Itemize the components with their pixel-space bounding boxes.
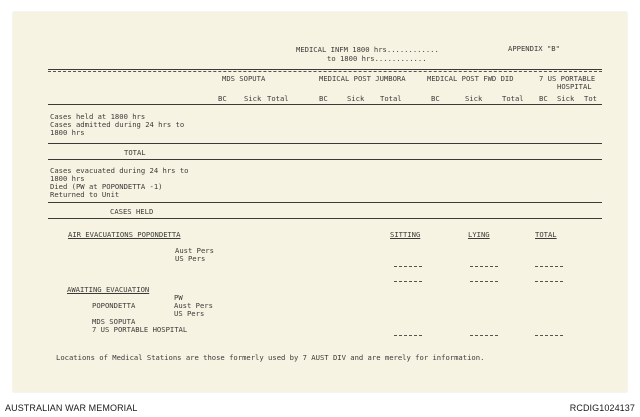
awaiting-mds-soputa: MDS SOPUTA [92,317,136,326]
awaiting-popondetta: POPONDETTA [92,301,136,310]
col-total-3: Total [502,94,524,103]
air-evac-aust: Aust Pers [175,246,214,255]
blank-lying-2 [470,281,498,282]
awaiting-title: AWAITING EVACUATION [67,285,150,294]
footer-left: AUSTRALIAN WAR MEMORIAL [5,403,138,413]
row-evacuated-line-1: Cases evacuated during 24 hrs to [50,166,189,175]
row-returned: Returned to Unit [50,190,120,199]
unit-medical-post-jumbora: MEDICAL POST JUMBORA [319,74,406,83]
row-admitted-line-2: 1800 hrs [50,128,85,137]
air-evac-us: US Pers [175,254,206,263]
blank-sitting-3 [394,335,422,336]
blank-sitting-2 [394,281,422,282]
air-evac-title: AIR EVACUATIONS POPONDETTA [68,230,181,239]
footer-right: RCDIG1024137 [569,403,635,413]
rule-before-cases-held [48,202,602,203]
awaiting-us-hospital: 7 US PORTABLE HOSPITAL [92,325,188,334]
row-admitted-line-1: Cases admitted during 24 hrs to [50,120,185,129]
row-total: TOTAL [124,148,146,157]
blank-lying-3 [470,335,498,336]
awaiting-aust: Aust Pers [174,301,213,310]
col-total-1: Total [267,94,289,103]
row-cases-held-1800: Cases held at 1800 hrs [50,112,146,121]
header-bottom-rule [48,104,602,105]
unit-us-hospital-line-2: HOSPITAL [557,82,592,91]
col-sick-1: Sick [244,94,262,103]
header-line-2: to 1800 hrs............ [327,54,427,63]
unit-mds-soputa: MDS SOPUTA [222,74,266,83]
col-sick-2: Sick [347,94,365,103]
blank-total-2 [535,281,563,282]
air-evac-lying: LYING [468,230,490,239]
unit-medical-post-fwd-did: MEDICAL POST FWD DID [427,74,514,83]
row-evacuated-line-2: 1800 hrs [50,174,85,183]
blank-lying-1 [470,266,498,267]
col-total-4: Tot [584,94,597,103]
footnote: Locations of Medical Stations are those formerly used by 7 AUST DIV and are merely for information. [56,353,485,362]
header-line-1: MEDICAL INFM 1800 hrs............ [296,45,439,54]
table-top-rule [48,69,602,70]
col-bc-1: BC [218,94,227,103]
col-total-2: Total [380,94,402,103]
blank-total-1 [535,266,563,267]
col-bc-4: BC [539,94,548,103]
air-evac-total: TOTAL [535,230,557,239]
col-sick-3: Sick [465,94,483,103]
blank-total-3 [535,335,563,336]
unit-us-hospital-line-1: 7 US PORTABLE [539,74,596,83]
appendix-label: APPENDIX "B" [508,44,560,53]
rule-after-cases-held [48,218,602,219]
rule-after-total [48,159,602,160]
air-evac-sitting: SITTING [390,230,421,239]
awaiting-us: US Pers [174,309,205,318]
col-bc-3: BC [431,94,440,103]
row-cases-held: CASES HELD [110,207,154,216]
blank-sitting-1 [394,266,422,267]
table-top-rule-2 [48,71,602,72]
row-died: Died (PW at POPONDETTA -1) [50,182,163,191]
awaiting-pw: PW [174,293,183,302]
col-sick-4: Sick [557,94,575,103]
col-bc-2: BC [319,94,328,103]
rule-before-total [48,143,602,144]
